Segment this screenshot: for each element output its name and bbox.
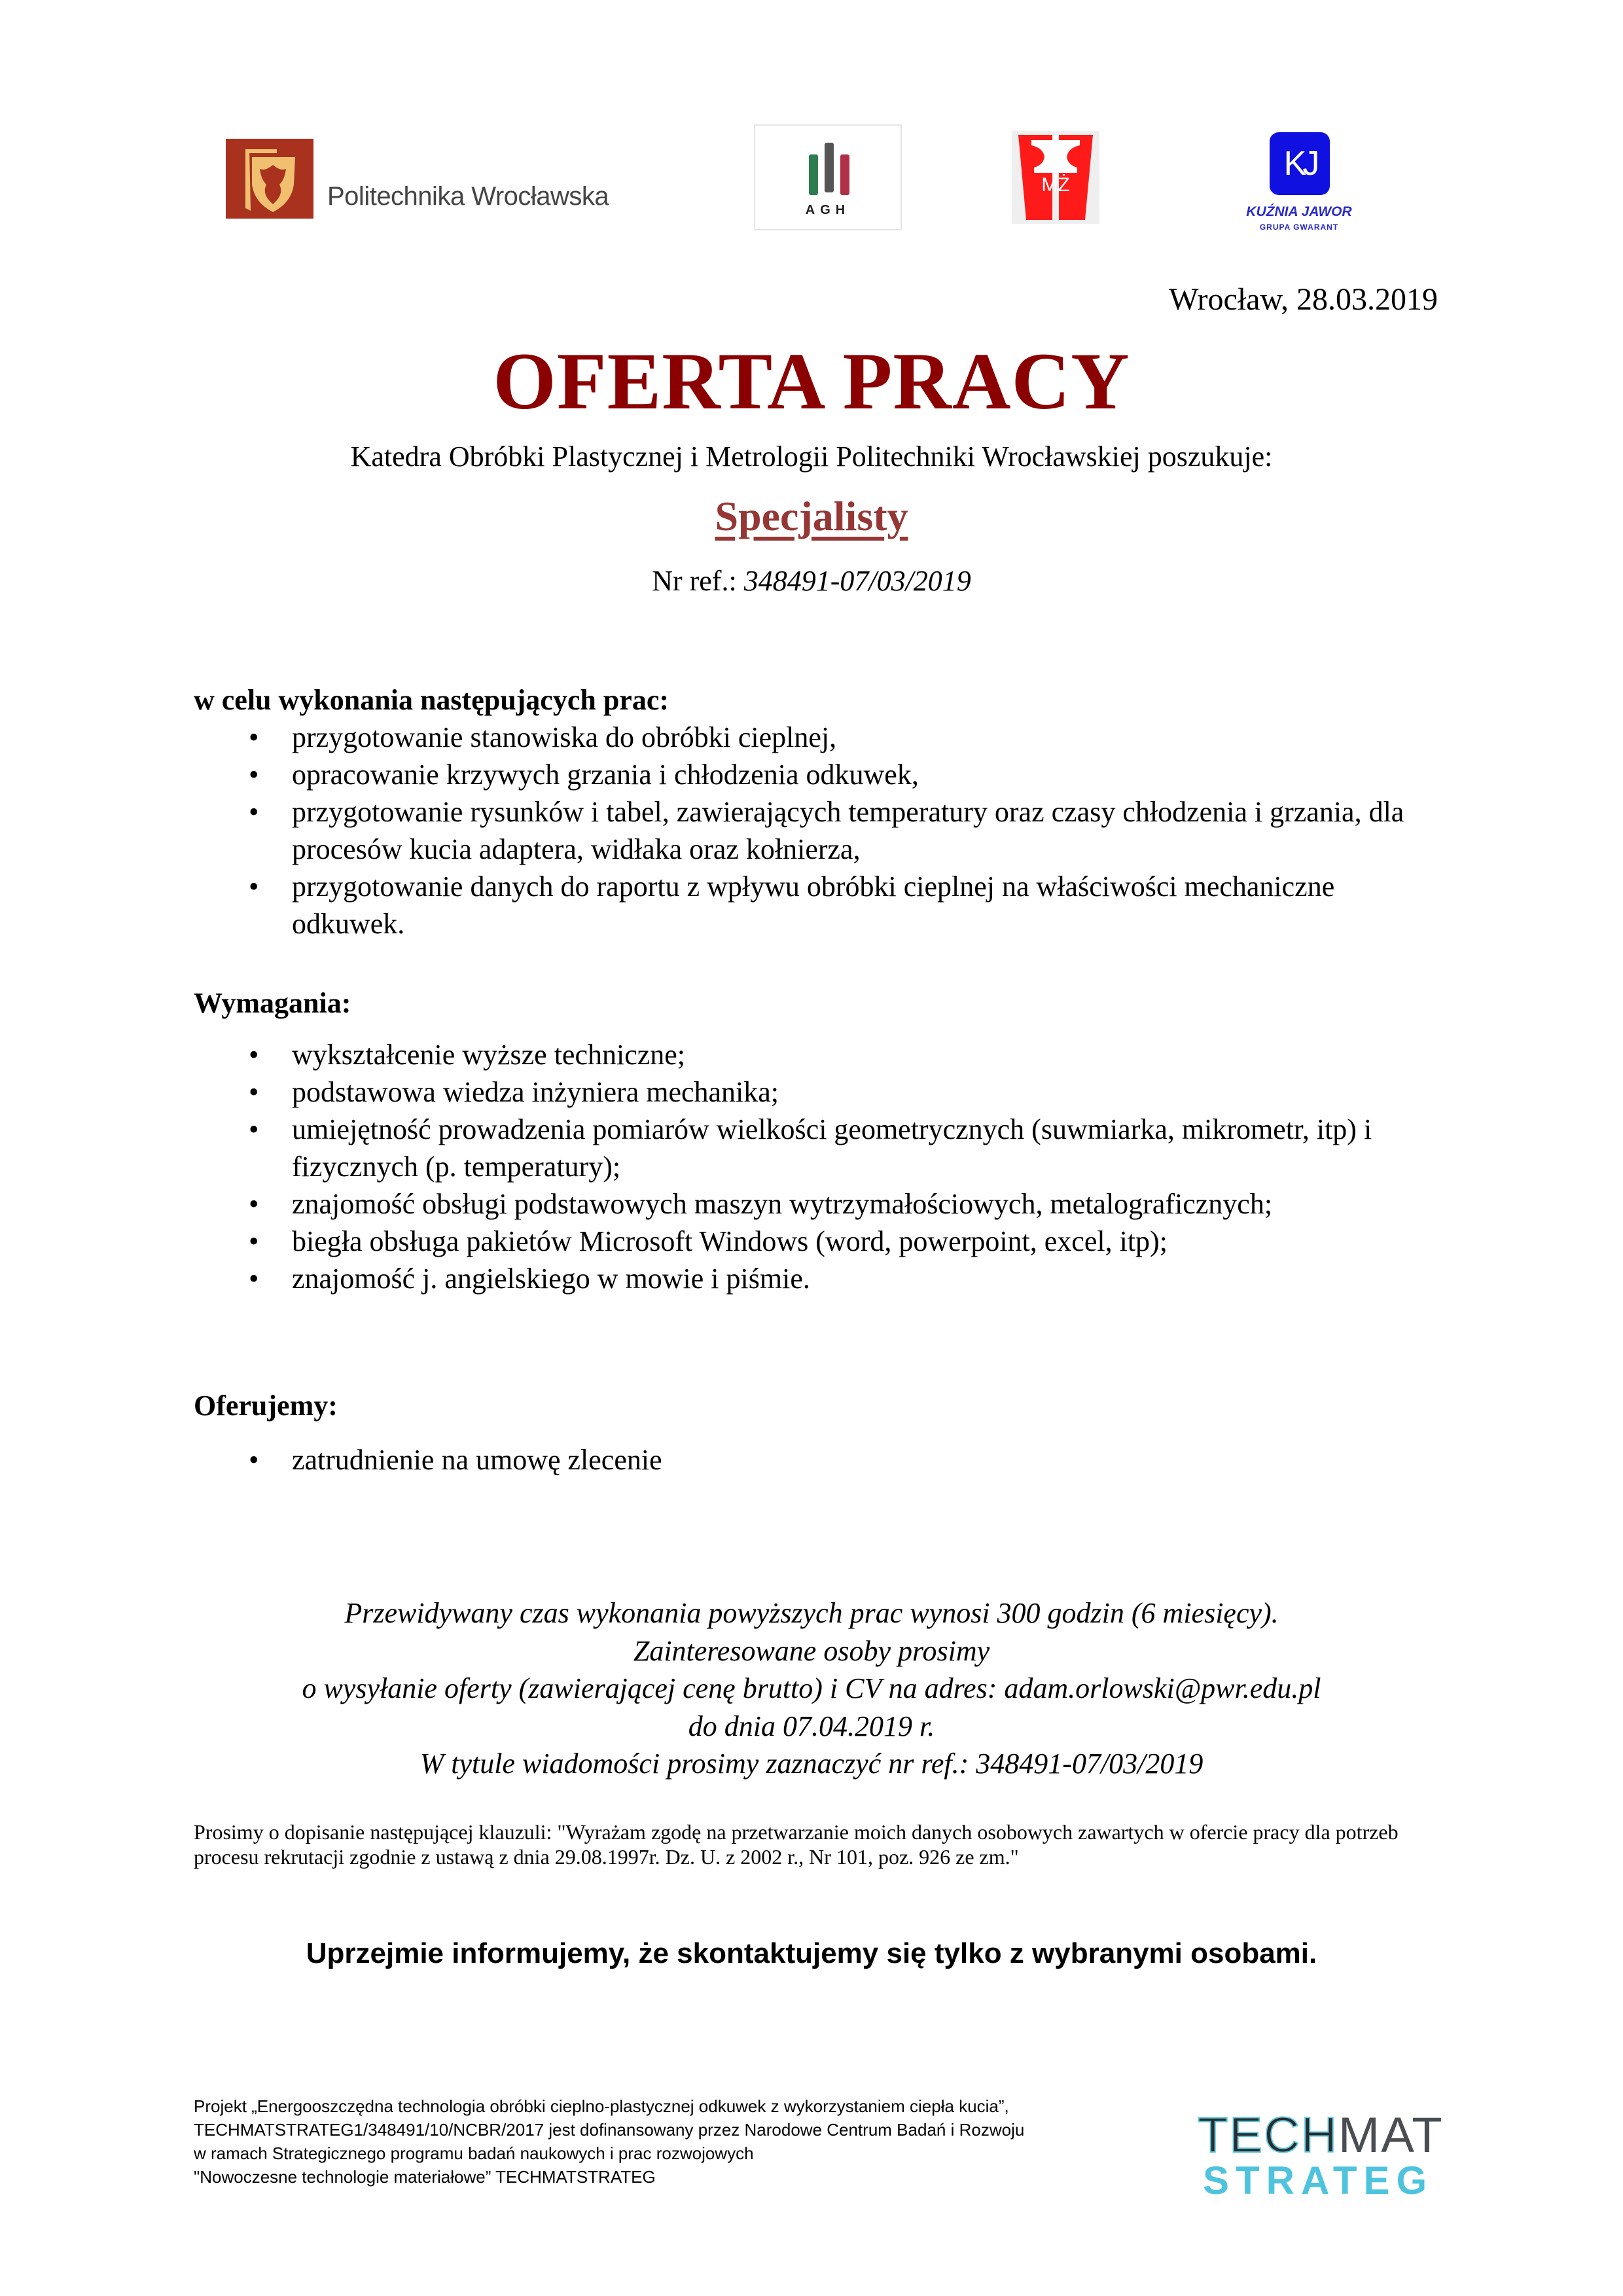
list-item: • znajomość j. angielskiego w mowie i piśmie.	[194, 1260, 1437, 1297]
list-item: • biegła obsługa pakietów Microsoft Windows (word, powerpoint, excel, itp);	[194, 1223, 1437, 1260]
pwr-logo	[226, 139, 632, 221]
list-item: • wykształcenie wyższe techniczne;	[194, 1036, 1437, 1073]
list-item: • przygotowanie danych do raportu z wpływu obróbki cieplnej na właściwości mechaniczne odkuwek.	[194, 868, 1437, 942]
closing-line-invite: Zainteresowane osoby prosimy	[633, 1634, 990, 1667]
footer-line: TECHMATSTRATEG1/348491/10/NCBR/2017 jest dofinansowany przez Narodowe Centrum Badań i Rozwoju	[194, 2120, 1025, 2140]
closing-instructions	[196, 1594, 1427, 1783]
place-date: Wrocław, 28.03.2019	[1169, 282, 1438, 317]
offer-heading: Oferujemy:	[194, 1390, 338, 1422]
project-footer	[194, 2094, 1175, 2189]
techmat-tech-text: TECH	[1198, 2108, 1338, 2163]
agh-bars-icon	[806, 140, 852, 199]
footer-line: w ramach Strategicznego programu badań naukowych i prac rozwojowych	[194, 2144, 754, 2163]
agh-logo	[754, 124, 902, 230]
techmatstrateg-logo	[1198, 2108, 1446, 2209]
list-item: • przygotowanie rysunków i tabel, zawierających temperatury oraz czasy chłodzenia i grzania, dla procesów kucia adaptera, widłaka oraz kołnierza,	[194, 793, 1437, 868]
list-item: • podstawowa wiedza inżyniera mechanika;	[194, 1073, 1437, 1111]
list-item: • przygotowanie stanowiska do obróbki cieplnej,	[194, 719, 1437, 756]
requirements-heading: Wymagania:	[194, 987, 351, 1019]
closing-line-deadline: do dnia 07.04.2019 r.	[688, 1710, 935, 1742]
contact-notice: Uprzejmie informujemy, że skontaktujemy się tylko z wybranymi osobami.	[306, 1937, 1317, 1969]
svg-text:MŻ: MŻ	[1041, 174, 1070, 196]
ref-label: Nr ref.:	[652, 565, 737, 597]
requirements-list	[194, 1036, 1437, 1297]
kj-logo-name: KUŹNIA JAWOR	[1246, 204, 1352, 219]
consent-clause: Prosimy o dopisanie następującej klauzuli: "Wyrażam zgodę na przetwarzanie moich danych osobowych zawartych w ofercie pracy dla potrzeb procesu rekrutacji zgodnie z ustawą z dnia 29.08.1997r. Dz. U. z 2002 r., Nr 101, poz. 926 ze zm."	[194, 1820, 1399, 1869]
ref-value: 348491-07/03/2019	[743, 565, 971, 597]
reference-number	[0, 564, 1623, 598]
footer-line: Projekt „Energooszczędna technologia obróbki cieplno-plastycznej odkuwek z wykorzystaniem ciepła kucia”,	[194, 2096, 1009, 2116]
kuznia-jawor-logo	[1234, 131, 1364, 242]
tasks-section	[194, 682, 1437, 942]
mz-anvil-icon	[1012, 131, 1099, 224]
page-title: OFERTA PRACY	[493, 336, 1130, 426]
list-item: • opracowanie krzywych grzania i chłodzenia odkuwek,	[194, 756, 1437, 793]
pwr-logo-text: Politechnika Wrocławska	[327, 182, 609, 211]
closing-line-subject: W tytule wiadomości prosimy zaznaczyć nr ref.: 348491-07/03/2019	[419, 1748, 1204, 1780]
kj-logo-sub: GRUPA GWARANT	[1259, 223, 1339, 232]
tasks-heading: w celu wykonania następujących prac:	[194, 684, 669, 716]
footer-line: "Nowoczesne technologie materiałowe” TECHMATSTRATEG	[194, 2167, 656, 2187]
subtitle: Katedra Obróbki Plastycznej i Metrologii Politechniki Wrocławskiej poszukuje:	[350, 440, 1273, 473]
kj-mark-icon: KJ	[1270, 132, 1330, 195]
closing-line-email[interactable]: o wysyłanie oferty (zawierającej cenę brutto) i CV na adres: adam.orlowski@pwr.edu.pl	[302, 1672, 1321, 1704]
requirements-section	[194, 985, 1437, 1297]
pwr-eagle-shield-icon	[226, 139, 313, 219]
position-title: Specjalisty	[715, 493, 908, 539]
list-item: • znajomość obsługi podstawowych maszyn wytrzymałościowych, metalograficznych;	[194, 1185, 1437, 1223]
closing-line-duration: Przewidywany czas wykonania powyższych prac wynosi 300 godzin (6 miesięcy).	[344, 1597, 1279, 1629]
agh-logo-text: AGH	[805, 203, 851, 217]
tasks-list	[194, 719, 1437, 942]
offer-section	[194, 1388, 1437, 1479]
techmat-mat-text: MAT	[1338, 2108, 1444, 2163]
list-item: • umiejętność prowadzenia pomiarów wielkości geometrycznych (suwmiarka, mikrometr, itp) i fizycznych (p. temperatury);	[194, 1111, 1437, 1185]
mz-logo	[1012, 131, 1099, 224]
techmat-strateg-text: STRATEG	[1203, 2159, 1434, 2202]
offer-list	[194, 1441, 1437, 1479]
list-item: • zatrudnienie na umowę zlecenie	[194, 1441, 1437, 1479]
